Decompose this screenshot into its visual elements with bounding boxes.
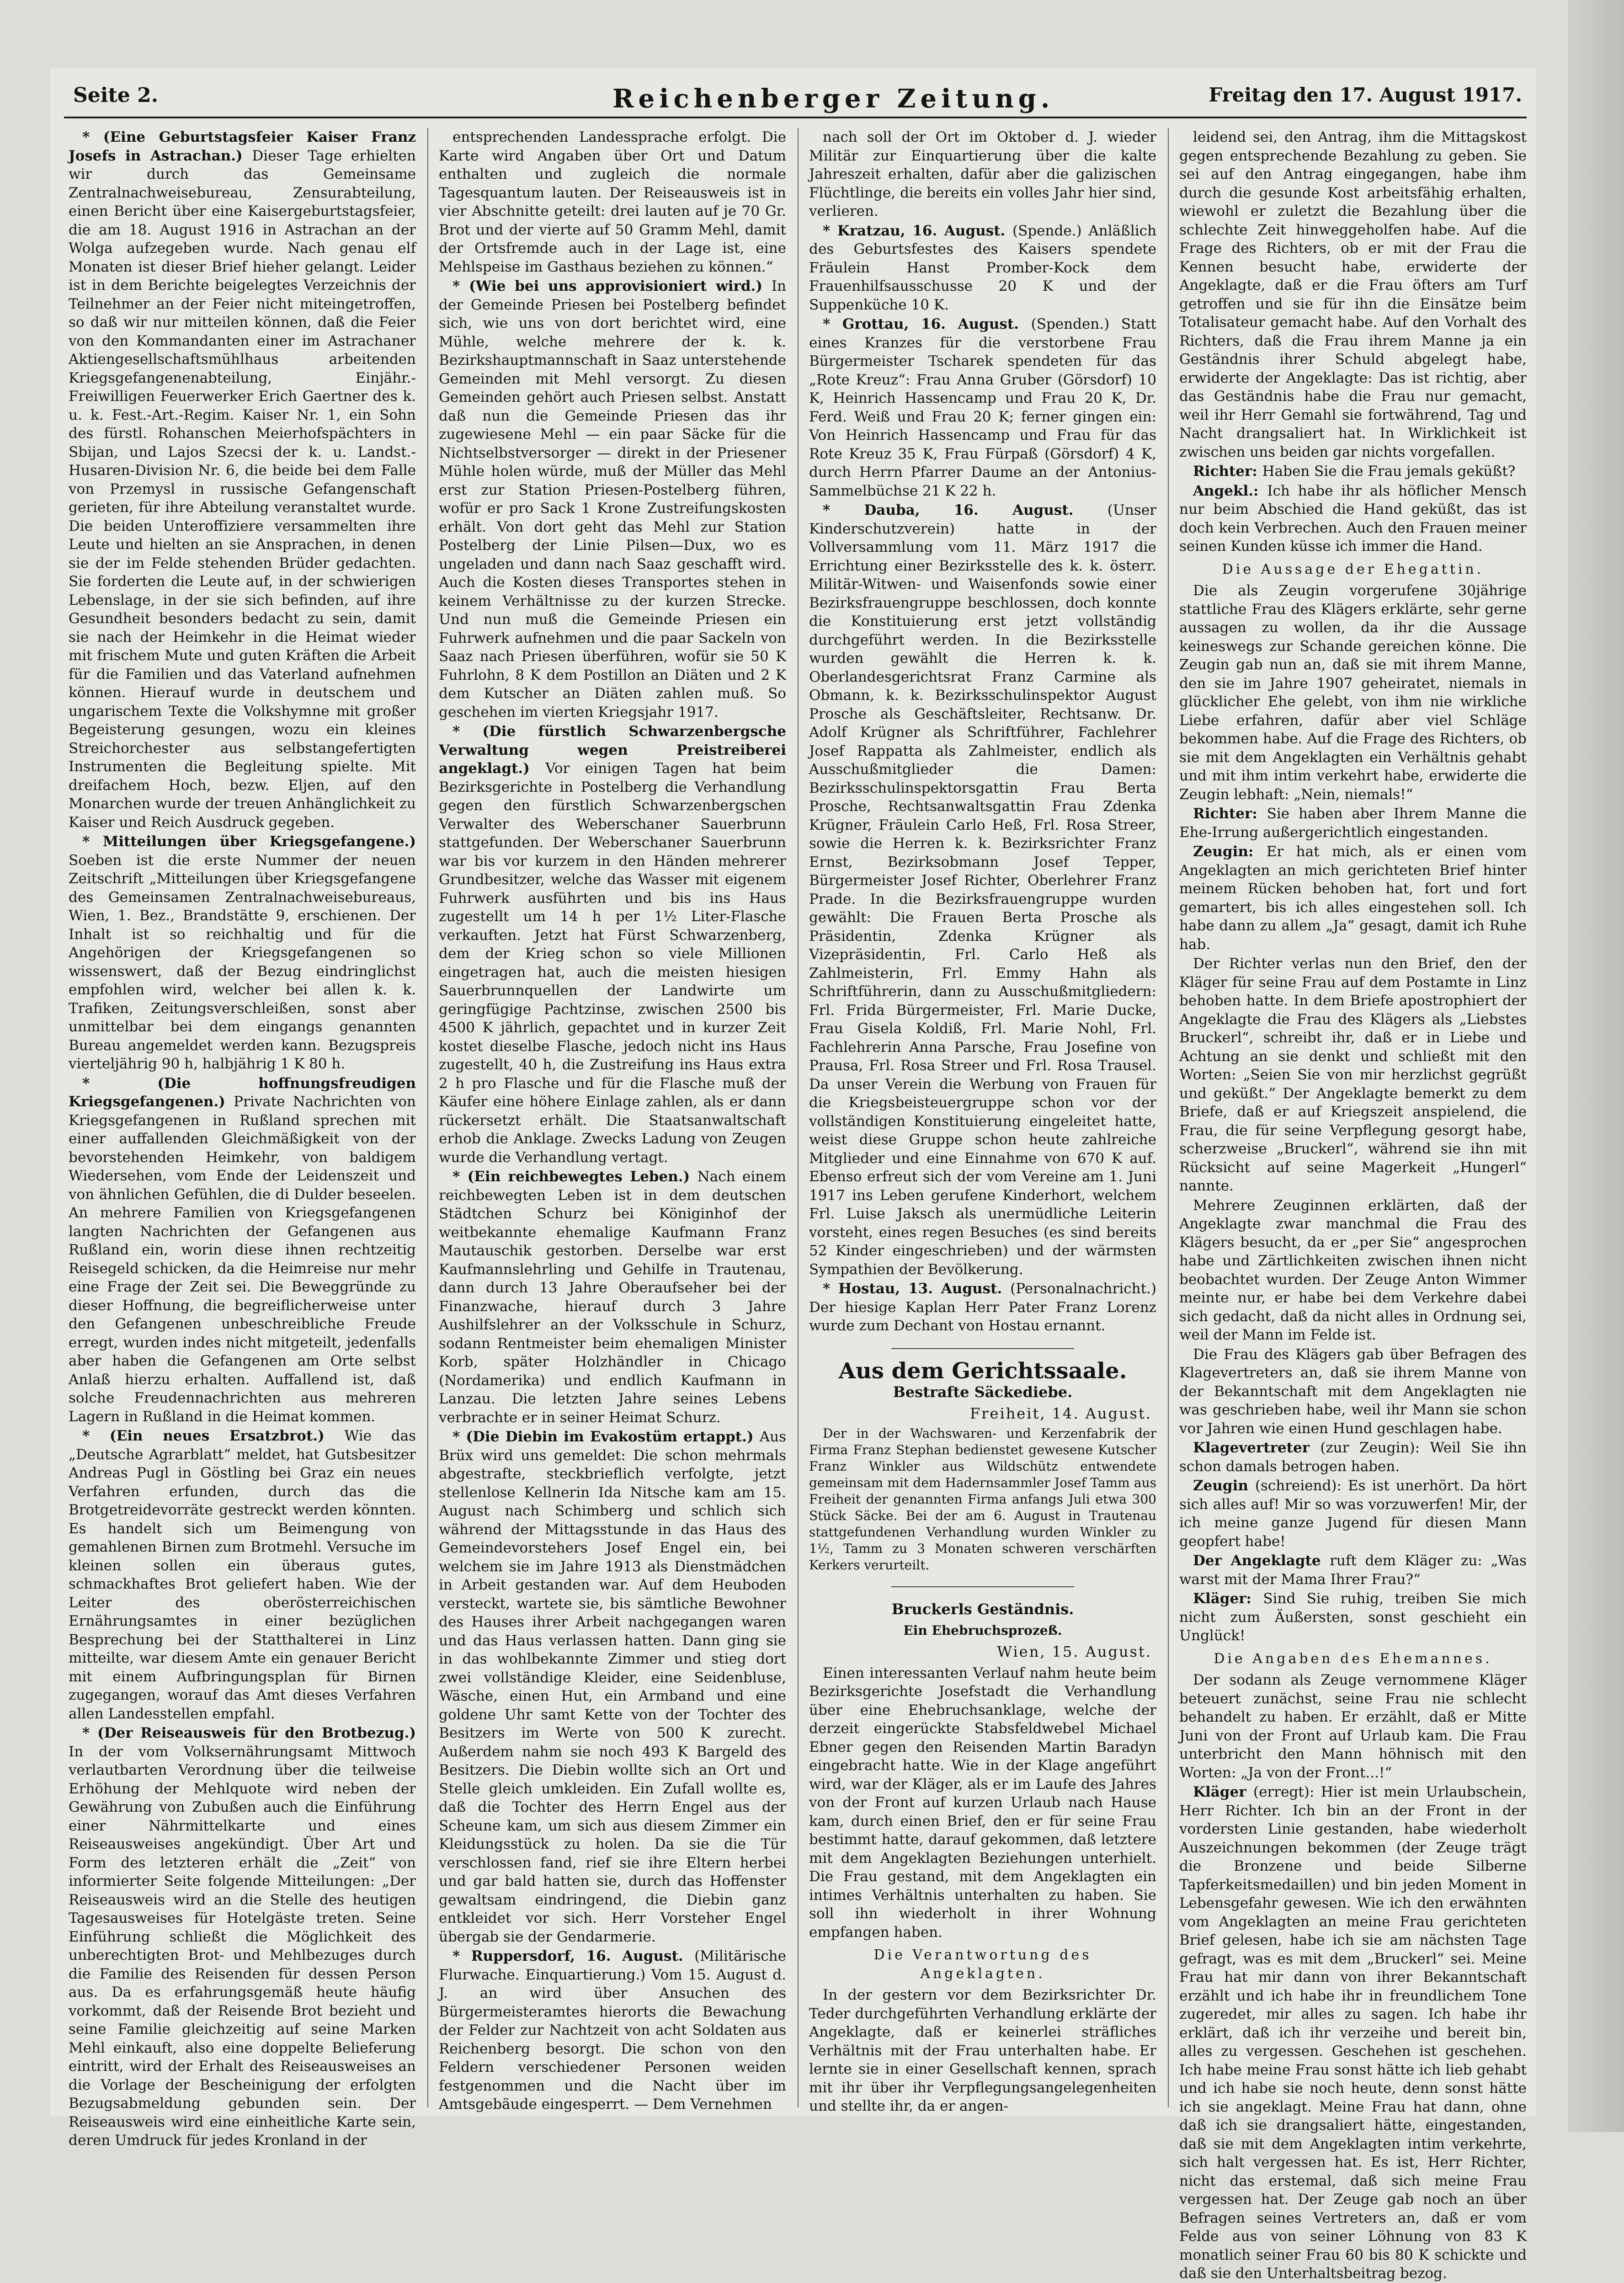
column-1 (69, 128, 416, 2149)
article-text: Nach einem reichbewegten Leben ist in dem deutschen Städtchen Schurz bei Königinhof der weitbekannte ehemalige Kaufmann Franz Mautauschik gestorben. Derselbe war erst Kaufmannslehrling und Gehilfe in Trautenau, dann durch 13 Jahre Oberaufseher bei der Finanzwache, hierauf durch 3 Jahre Aushilfslehrer an der Volksschule in Schurz, sodann Rentmeister beim ehemaligen Minister Korb, später Holzhändler in Chicago (Nordamerika) und endlich Kaufmann in Lanzau. Die letzten Jahre seines Lebens verbrachte er in seiner Heimat Schurz. (439, 1168, 786, 1426)
local-news (809, 128, 1156, 1335)
article-paragraph (1179, 1345, 1527, 1438)
section-subheading: Die Aussage der Ehegattin. (1222, 561, 1484, 577)
article-text: Soeben ist die erste Nummer der neuen Zeitschrift „Mitteilungen über Kriegsgefangene des Gemeinsamen Zentralnachweisebureaus, Wien, 1. Bez., Brandstätte 9, erschienen. Der Inhalt ist so reichhaltig und für die Angehörigen der Kriegsgefangenen so wissenswert, daß der Bezug eindringlichst empfohlen wird, welcher bei allen k. k. Trafiken, Zeitungsverschleißen, sonst aber unmittelbar bei dem eingangs genannten Bureau angemeldet werden kann. Bezugspreis vierteljährig 90 h, halbjährig 1 K 80 h. (69, 852, 416, 1072)
column-rule (427, 128, 428, 2107)
article-lead: * (Ein reichbewegtes Leben.) (453, 1168, 698, 1185)
column-rule (798, 128, 799, 2107)
article-paragraph (439, 128, 786, 276)
case-text: Der in der Wachswaren- und Kerzenfabrik der Firma Franz Stephan bedienstet gewesene Kutscher Franz Winkler aus Wildschütz entwendete gemeinsam mit dem Hadernsammler Josef Tamm aus Freiheit der genannten Firma anfangs Juli etwa 300 Stück Säcke. Bei der am 6. August in Trautenau stattgefundenen Verhandlung wurden Winkler zu 1½, Tamm zu 3 Monaten schweren verschärften Kerkers verurteilt. (809, 1426, 1156, 1573)
column-4 (1179, 128, 1527, 2282)
article-paragraph (1179, 955, 1527, 1195)
article-text: ruft dem Kläger zu: „Was warst mit der Mama Ihrer Frau?“ (1179, 1552, 1527, 1588)
newspaper-title: Reichenberger Zeitung. (612, 84, 1054, 114)
article-text: Die als Zeugin vorgerufene 30jährige stattliche Frau des Klägers erklärte, sehr gerne aussagen zu wollen, da ihr die Aussage keineswegs zur Schande gereichen könne. Die Zeugin gab nun an, daß sie mit ihrem Manne, den sie im Jahre 1907 geheiratet, niemals in glücklicher Ehe gelebt, von ihm nie wirkliche Liebe erfahren, dafür aber viel Schläge bekommen habe. Auf die Frage des Richters, ob sie mit dem Angeklagten ein Verhältnis gehabt und mit ihm intim verkehrt habe, erwiderte die Zeugin lebhaft: „Nein, niemals!“ (1179, 582, 1527, 803)
article-lead: * Hostau, 13. August. (823, 1280, 1011, 1297)
article-paragraph (439, 1428, 786, 1946)
article-paragraph (69, 832, 416, 1073)
article-paragraph (809, 222, 1156, 315)
article-paragraph (809, 501, 1156, 1279)
article-lead: * Kratzau, 16. August. (823, 222, 1012, 239)
article-text: In der vom Volksernährungsamt Mittwoch verlautbarten Verordnung über die teilweise Erhöhung der Mehlquote wird neben der Gewährung von Zubußen auch die Einführung einer Nährmittelkarte und eines Reiseausweises angekündigt. Über Art und Form des letzteren erhält die „Zeit“ von informierter Seite folgende Mitteilungen: „Der Reiseausweis wird an die Stelle des heutigen Tagesausweises für Hotelgäste treten. Seine Einführung schließt die Möglichkeit des unberechtigten Brot- und Mehlbezuges durch die Familie des Reisenden für dessen Person aus. Da es erfahrungsgemäß heute häufig vorkommt, daß der Reisende Brot bezieht und seine Familie gleichzeitig auf seine Marken Mehl einkauft, also eine doppelte Belieferung eintritt, wird der Erhalt des Reiseausweises an die Vorlage der Bescheinigung der erfolgten Bezugsabmeldung gebunden sein. Der Reiseausweis wird eine einheitliche Karte sein, deren Umdruck für jedes Kronland in der (69, 1743, 416, 2149)
article-text: (Militärische Flurwache. Einquartierung.) Vom 15. August d. J. an wird über Ansuchen des Bürgermeisteramtes hierorts die Bewachung der Felder zur Nachtzeit von acht Soldaten aus Reichenberg besorgt. Die schon von den Feldern verschiedener Personen weiden festgenommen und die Nacht über im Amtsgebäude eingesperrt. — Dem Vernehmen (439, 1948, 786, 2112)
article-text: Aus Brüx wird uns gemeldet: Die schon mehrmals abgestrafte, steckbrieflich verfolgte, jetzt stellenlose Kellnerin Ida Nitsche kam am 15. August nach Schimberg und schlich sich während der Mittagsstunde in das Haus des Gemeindevorstehers Josef Engel ein, bei welchem sie im Jahre 1913 als Dienstmädchen in Arbeit gestanden war. Auf dem Heuboden versteckt, wartete sie, bis sämtliche Bewohner des Hauses ihrer Arbeit nachgegangen waren und das Haus verlassen hatten. Dann ging sie in das wohlbekannte Zimmer und stieg dort zwei vollständige Kleider, eine Seidenbluse, Wäsche, einen Hut, ein Armband und eine goldene Uhr samt Kette von der Tochter des Besitzers im Werte von 500 K zurecht. Außerdem nahm sie noch 493 K Bargeld des Besitzers. Die Diebin wollte sich an Ort und Stelle gleich umkleiden. Ein Zufall wollte es, daß die Tochter des Herrn Engel aus der Scheune kam, um sich aus diesem Zimmer ein Kleidungsstück zu holen. Da sie die Tür verschlossen fand, rief sie ihre Eltern herbei und gar bald hatten sie, durch das Hoffenster gewaltsam eindringend, die Diebin ganz entkleidet vor sich. Herr Vorsteher Engel übergab sie der Gendarmerie. (439, 1429, 786, 1945)
article-lead: * (Die hoffnungsfreudigen Kriegsgefangenen.) (69, 1075, 416, 1110)
article-lead: Kläger (1193, 1784, 1254, 1800)
article-paragraph (1179, 1783, 1527, 2283)
article-text: In der Gemeinde Priesen bei Postelberg befindet sich, wie uns von dort berichtet wird, eine Mühle, welche mehrere der k. k. Bezirkshauptmannschaft in Saaz unterstehende Gemeinden mit Mehl versorgt. Zu diesen Gemeinden gehört auch Priesen selbst. Anstatt daß nun die Gemeinde Priesen das ihr zugewiesene Mehl — ein paar Säcke für die Nichtselbstversorger — direkt in der Priesener Mühle holen würde, muß der Müller das Mehl erst zur Station Priesen-Postelberg führen, wofür er pro Sack 1 Krone Zustreifungskosten erhält. Von dort geht das Mehl zur Station Postelberg der Linie Pilsen—Dux, wo es ungeladen und dann nach Saaz geschafft wird. Auch die Kosten dieses Transportes stehen in keinem Verhältnisse zu der kurzen Strecke. Und nun muß die Gemeinde Priesen ein Fuhrwerk aufnehmen und die paar Sackeln von Saaz nach Priesen überführen, wofür sie 50 K Fuhrlohn, 8 K dem Postillon an Diäten und 2 K dem Kutscher an Diäten zahlen muß. So geschehen im vierten Kriegsjahr 1917. (439, 278, 786, 720)
article-paragraph (1179, 1671, 1527, 1782)
article-lead: Der Angeklagte (1193, 1552, 1330, 1569)
case-dateline: Wien, 15. August. (997, 1643, 1152, 1660)
article-paragraph (1179, 1552, 1527, 1589)
article-paragraph (439, 1168, 786, 1427)
case-dateline: Freiheit, 14. August. (970, 1404, 1152, 1422)
article-paragraph (69, 1724, 416, 2150)
article-text: Die Frau des Klägers gab über Befragen des Klagevertreters an, daß sie ihrem Manne von der Bekanntschaft mit dem Angeklagten nie was geschrieben habe, weil ihr Mann sie schon vor Jahren wie einen Hund geschlagen habe. (1179, 1346, 1527, 1437)
case-heading: Bruckerls Geständnis. (891, 1600, 1074, 1618)
article-text: Sie haben aber Ihrem Manne die Ehe-Irrung außergerichtlich eingestanden. (1179, 805, 1527, 841)
article-text: Dieser Tage erhielten wir durch das Gemeinsame Zentralnachweisebureau, Zensurabteilung, einen Bericht über eine Kaisergeburtstagsfeier, die am 18. August 1916 in Astrachan an der Wolga aufzegeben wurde. Nach genau elf Monaten ist dieser Brief hieher gelangt. Leider ist in dem Berichte beigelegtes Verzeichnis der Teilnehmer an der Feier nicht miteingetroffen, so daß wir nur mitteilen können, daß die Feier von den Kommandanten einer im Astrachaner Aktiengesellschaftsmühlhaus arbeitenden Kriegsgefangenenabteilung, Einjähr.-Freiwilligen Feuerwerker Erich Gaertner des k. u. k. Fest.-Art.-Regim. Kaiser Nr. 1, ein Sohn des fürstl. Rohanschen Meierhofspächters in Sbijan, und Lajos Szecsi der k. u. Landst.-Husaren-Division Nr. 6, die beide bei dem Falle von Przemysl in russische Gefangenschaft gerieten, für ihre Abteilung veranstaltet wurde. Die beiden Unteroffiziere versammelten ihre Leute und hielten an sie Ansprachen, in denen sie der im Felde stehenden Brüder gedachten. Sie forderten die Leute auf, in der schwierigen Lebenslage, in der sie sich befinden, auf ihre Gesundheit besonders bedacht zu sein, damit sie nach der Heimkehr in die Heimat wieder mit frischem Mute und guten Kräften die Arbeit für die Familien und das Vaterland aufnehmen können. Hierauf wurde in deutschem und ungarischem Texte die Volkshymne mit großer Begeisterung gesungen, wozu ein kleines Streichorchester aus selbstangefertigten Instrumenten die Begleitung spielte. Mit dreifachem Hoch, bezw. Eljen, auf den Monarchen wurde der treuen Anhänglichkeit zu Kaiser und Reich Ausdruck gegeben. (69, 147, 416, 831)
column-2 (439, 128, 786, 2112)
article-lead: Klagevertreter (1193, 1440, 1320, 1456)
article-text: Sind Sie ruhig, treiben Sie mich nicht zum Äußersten, sonst geschieht ein Unglück! (1179, 1590, 1527, 1644)
article-text: Mehrere Zeuginnen erklärten, daß der Angeklagte zwar manchmal die Frau des Klägers besucht, da er „per Sie“ angesprochen habe und Zärtlichkeiten zwischen ihnen nicht beobachtet wurden. Der Zeuge Anton Wimmer meinte nur, er habe bei dem Verkehre dabei sich gedacht, daß da nicht alles in Ordnung sei, weil der Mann im Felde ist. (1179, 1197, 1527, 1343)
article-text: Der Richter verlas nun den Brief, den der Kläger für seine Frau auf dem Postamte in Linz behoben hatte. In dem Briefe apostrophiert der Angeklagte die Frau des Klägers als „Liebstes Bruckerl“, schreibt ihr, daß er in Liebe und Achtung an sie denkt und schließt mit den Worten: „Seien Sie von mir herzlichst gegrüßt und geküßt.“ Der Angeklagte bemerkt zu dem Briefe, daß er auf Kriegszeit anspielend, die Frau, die für seine Verpflegung gesorgt habe, scherzweise „Bruckerl“, während sie ihn mit Rücksicht auf seine Magerkeit „Hungerl“ nannte. (1179, 955, 1527, 1194)
page-number: Seite 2. (73, 84, 159, 107)
article-text: (erregt): Hier ist mein Urlaubschein, Herr Richter. Ich bin an der Front in der vordersten Linie gestanden, habe wiederholt Auszeichnungen bekommen (der Zeuge trägt die Bronzene und beide Silberne Tapferkeitsmedaillen) und bin jeden Moment in Lebensgefahr gewesen. Wie ich den erwähnten vom Angeklagten an meine Frau gerichteten Brief gelesen, habe ich sie am nächsten Tage gefragt, was es mit dem „Bruckerl“ sei. Meine Frau hat mir dann von ihrer Bekanntschaft erzählt und ich habe ihr in freundlichem Tone zugeredet, mir alles zu sagen. Ich habe ihr erklärt, daß ich ihr verzeihe und bereit bin, alles zu vergessen. Geschehen ist geschehen. Ich habe meine Frau sonst hätte ich lieb gehabt und ich habe sie noch heute, denn sonst hätte ich sie angeklagt. Meine Frau hat dann, ohne daß ich sie drangsaliert hätte, eingestanden, daß sie mit dem Angeklagten intim verkehrte, sich halt vergessen hat. Es ist, Herr Richter, nicht das erstemal, daß sich meine Frau vergessen hat. Der Zeuge gab noch an über Befragen seines Vertreters an, daß er vom Felde aus von seiner Löhnung von 83 K monatlich seiner Frau 60 bis 80 K schickte und daß sie den Unterhaltsbeitrag bezog. (1179, 1784, 1527, 2282)
article-text: (schreiend): Es ist unerhört. Da hört sich alles auf! Mir so was vorzuwerfen! Mir, der ich meine ganze Jugend für diesen Mann geopfert habe! (1179, 1478, 1527, 1550)
column-rule (1168, 128, 1169, 2107)
article-paragraph (1179, 128, 1527, 461)
court-section-title: Aus dem Gerichtssaale. (838, 1358, 1127, 1384)
case-text: Einen interessanten Verlauf nahm heute beim Bezirksgerichte Josefstadt die Verhandlung über eine Ehebruchsanklage, welche der derzeit eingerückte Stabsfeldwebel Michael Ebner gegen den Reisenden Martin Baradyn eingebracht hatte. Wie in der Klage angeführt wird, war der Kläger, als er im Laufe des Jahres von der Front auf kurzen Urlaub nach Hause kam, durch einen Brief, den er für seine Frau bestimmt hatte, darauf gekommen, daß letztere mit dem Angeklagten Beziehungen unterhielt. Die Frau gestand, mit dem Angeklagten ein intimes Verhältnis unterhalten zu haben. Sie soll ihn wiederholt in ihrer Wohnung empfangen haben. (809, 1664, 1156, 1941)
article-text: Der sodann als Zeuge vernommene Kläger beteuert zunächst, seine Frau nie schlecht behandelt zu haben. Er erzählt, daß er Mitte Juni von der Front auf Urlaub kam. Die Frau unterbricht den Mann höhnisch mit den Worten: „Ja von der Front...!“ (1179, 1672, 1527, 1781)
article-lead: * Dauba, 16. August. (823, 502, 1108, 518)
article-text: Ich habe ihr als höflicher Mensch nur beim Abschied die Hand geküßt, das ist doch kein Verbrechen. Auch den Frauen meiner seinen Kunden küsse ich immer die Hand. (1179, 482, 1527, 555)
case-subheading: Ein Ehebruchsprozeß. (903, 1622, 1062, 1638)
article-text: leidend sei, den Antrag, ihm die Mittagskost gegen entsprechende Bezahlung zu geben. Sie sei auf den Antrag eingegangen, habe ihm durch die gesunde Kost arbeitsfähig erhalten, wiewohl er zuletzt die Bezahlung über die schlechte Zeit hinweggeholfen habe. Auf die Frage des Richters, ob er mit der Frau die Kennen besucht habe, erwiderte der Angeklagte, daß er die Frau öfters am Turf getroffen und sie für ihn die Einsätze beim Totalisateur gemacht habe. Auf den Vorhalt des Richters, daß die Frau ihrem Manne ja ein Geständnis ihrer Schuld abgelegt habe, erwiderte der Angeklagte: Das ist richtig, aber das Geständnis habe die Frau nur gemacht, weil ihr Herr Gemahl sie fortwährend, Tag und Nacht drangsaliert hat. In Wirklichkeit ist zwischen uns beiden gar nichts vorgefallen. (1179, 129, 1527, 460)
case-section-heading: Die Verantwortung des Angeklagten. (873, 1947, 1092, 1982)
article-paragraph (439, 722, 786, 1167)
article-paragraph (1179, 1196, 1527, 1344)
article-paragraph (1179, 1439, 1527, 1476)
article-lead: Angekl.: (1193, 482, 1267, 499)
article-lead: * (Der Reiseausweis für den Brotbezug.) (82, 1725, 416, 1741)
section-subheading: Die Angaben des Ehemannes. (1214, 1650, 1492, 1667)
article-lead: * Ruppersdorf, 16. August. (453, 1948, 695, 1964)
article-paragraph (69, 1427, 416, 1723)
masthead (64, 75, 1527, 118)
section-divider (891, 1348, 1074, 1349)
article-text: (zur Zeugin): Weil Sie ihn schon damals betrogen haben. (1179, 1440, 1527, 1475)
article-lead: Richter: (1193, 805, 1267, 822)
article-paragraph (1179, 462, 1527, 481)
article-lead: * (Ein neues Ersatzbrot.) (82, 1428, 345, 1444)
page-edge-shadow (1568, 0, 1624, 2132)
article-lead: Zeugin (1193, 1478, 1255, 1494)
article-lead: * (Wie bei uns approvisioniert wird.) (453, 278, 772, 294)
case-heading: Bestrafte Säckediebe. (893, 1383, 1073, 1401)
article-text: Er hat mich, als er einen vom Angeklagten an mich gerichteten Brief hinter meinem Rücken behoben hat, fort und fort gemartert, bis ich alles eingestehen soll. Ich habe dann zu allem „Ja“ gesagt, damit ich Ruhe hab. (1179, 843, 1527, 953)
article-paragraph (69, 128, 416, 832)
article-paragraph (439, 277, 786, 721)
issue-date: Freitag den 17. August 1917. (1209, 84, 1522, 106)
article-lead: * (Eine Geburtstagsfeier Kaiser Franz Josefs in Astrachan.) (69, 129, 416, 164)
section-divider (891, 1586, 1074, 1587)
article-paragraph (1179, 1590, 1527, 1645)
article-paragraph (1179, 581, 1527, 804)
article-text: nach soll der Ort im Oktober d. J. wieder Militär zur Einquartierung über die kalte Jahreszeit erhalten, dafür aber die galizischen Flüchtlinge, die bereits ein volles Jahr hier sind, verlieren. (809, 129, 1156, 219)
article-text: (Spende.) Anläßlich des Geburtsfestes des Kaisers spendete Fräulein Hanst Promber-Kock dem Frauenhilfsausschusse 20 K und der Suppenküche 10 K. (809, 222, 1156, 313)
column-3 (809, 128, 1156, 2114)
article-paragraph (1179, 1477, 1527, 1551)
article-text: entsprechenden Landessprache erfolgt. Die Karte wird Angaben über Ort und Datum enthalten und zugleich die normale Tagesquantum lauten. Der Reiseausweis ist in vier Abschnitte geteilt: drei lauten auf je 70 Gr. Brot und der vierte auf 50 Gramm Mehl, damit der Ortsfremde auch in der Lage ist, eine Mehlspeise im Gasthaus beziehen zu können.“ (439, 129, 786, 275)
case-text: In der gestern vor dem Bezirksrichter Dr. Teder durchgeführten Verhandlung erklärte der Angeklagte, daß er keinerlei sträfliches Verhältnis mit der Frau unterhalten habe. Er lernte sie in einer Gesellschaft kennen, sprach mit ihr über ihr Verpflegungsangelegenheiten und stellte ihr, da er angen- (809, 1987, 1156, 2114)
article-text: (Personalnachricht.) Der hiesige Kaplan Herr Pater Franz Lorenz wurde zum Dechant von Hostau ernannt. (809, 1280, 1156, 1334)
article-lead: Kläger: (1193, 1590, 1263, 1607)
article-lead: Richter: (1193, 463, 1262, 480)
article-paragraph (439, 1947, 786, 2114)
article-lead: Zeugin: (1193, 843, 1267, 860)
article-text: Haben Sie die Frau jemals geküßt? (1262, 463, 1516, 480)
article-paragraph (1179, 805, 1527, 842)
article-paragraph (809, 1280, 1156, 1335)
article-lead: * (Die fürstlich Schwarzenbergsche Verwaltung wegen Preistreiberei angeklagt.) (439, 723, 786, 777)
article-text: (Unser Kinderschutzverein) hatte in der Vollversammlung vom 11. März 1917 die Errichtung einer Bezirksstelle des k. k. österr. Militär-Witwen- und Waisenfonds sowie einer Bezirksfrauengruppe beschlossen, doch konnte die Konstituierung erst jetzt vollständig durchgeführt werden. In die Bezirksstelle wurden gewählt die Herren k. k. Oberlandesgerichtsrat Franz Carmine als Obmann, k. k. Bezirksschulinspektor August Prosche als Geschäftsleiter, Rechtsanw. Dr. Adolf Krügner als Schriftführer, Fachlehrer Josef Rappatta als Zahlmeister, endlich als Ausschußmitglieder die Damen: Bezirksschulinspektorsgattin Frau Berta Prosche, Rechtsanwaltsgattin Frau Zdenka Krügner, Fräulein Carlo Heß, Frl. Rosa Streer, sowie die Herren k. k. Bezirksrichter Franz Ernst, Bezirksobmann Josef Tepper, Bürgermeister Josef Richter, Oberlehrer Franz Prade. In die Bezirksfrauengruppe wurden gewählt: Die Frauen Berta Prosche als Präsidentin, Zdenka Krügner als Vizepräsidentin, Frl. Carlo Heß als Zahlmeisterin, Frl. Emmy Hahn als Schriftführerin, dann zu Ausschußmitgliedern: Frl. Frida Bürgermeister, Frl. Marie Ducke, Frau Gisela Koldiß, Frl. Marie Nohl, Frl. Fachlehrerin Anna Parsche, Frau Josefine von Prausa, Frl. Rosa Streer und Frl. Rosa Trausel. Da unser Verein die Werbung von Frauen für die Kriegsbeisteuergruppe schon vor der vollständigen Konstituierung eingeleitet hatte, weist diese Gruppe schon heute zahlreiche Mitglieder und eine Einnahme von 670 K auf. Ebenso erfreut sich der vom Vereine am 1. Juni 1917 ins Leben gerufene Kinderhort, welchem Frl. Luise Jaksch als unermüdliche Leiterin vorsteht, eines regen Besuches (es sind bereits 52 Kinder eingeschrieben) und der wärmsten Sympathien der Bevölkerung. (809, 502, 1156, 1278)
article-text: (Spenden.) Statt eines Kranzes für die verstorbene Frau Bürgermeister Tscharek spendeten für das „Rote Kreuz“: Frau Anna Gruber (Görsdorf) 10 K, Heinrich Hassencamp und Frau 20 K, Dr. Ferd. Weiß und Frau 20 K; ferner gingen ein: Von Heinrich Hassencamp und Frau für das Rote Kreuz 35 K, Frau Fürpaß (Görsdorf) 4 K, durch Herrn Pfarrer Daume an der Antonius-Sammelbüchse 21 K 22 h. (809, 316, 1156, 499)
article-text: Wie das „Deutsche Agrarblatt“ meldet, hat Gutsbesitzer Andreas Pugl in Göstling bei Graz ein neues Verfahren erfunden, durch das die Brotgetreidevorräte gestreckt werden könnten. Es handelt sich um Beimengung von gemahlenen Birnen zum Brotmehl. Versuche im kleinen sollen ein überaus gutes, schmackhaftes Brot geliefert haben. Wie der Leiter des oberösterreichischen Ernährungsamtes in einer bezüglichen Besprechung bei der Statthalterei in Linz mitteilte, war diesem Amte ein genauer Bericht mit einem Aufbringungsplan für Birnen zugegangen, worauf das Amt dieses Verfahren allen Landesstellen empfahl. (69, 1428, 416, 1722)
article-paragraph (809, 315, 1156, 500)
article-text: Private Nachrichten von Kriegsgefangenen in Rußland sprechen mit einer auffallenden Gleichmäßigkeit von der bevorstehenden Heimkehr, von baldigem Wiedersehen, vom Ende der Leidenszeit und von ähnlichen Gefühlen, die di Dulder beseelen. An mehrere Familien von Kriegsgefangenen langten Nachrichten der Gefangenen aus Rußland ein, worin diese ihnen rechtzeitig Reisegeld schicken, da die Heimreise nur mehr eine Frage der Zeit sei. Die Beweggründe zu dieser Hoffnung, die begreiflicherweise unter den Gefangenen unbeschreibliche Freude erregt, wurden indes nicht mitgeteilt, jedenfalls aber haben die Gefangenen am Orte selbst Anlaß hierzu erhalten. Auffallend ist, daß solche Freudennachrichten aus mehreren Lagern in Rußland in die Heimat kommen. (69, 1093, 416, 1425)
article-paragraph (69, 1074, 416, 1426)
article-paragraph (1179, 843, 1527, 954)
article-lead: * (Die Diebin im Evakostüm ertappt.) (453, 1429, 760, 1445)
article-paragraph (809, 128, 1156, 221)
article-text: Vor einigen Tagen hat beim Bezirksgerichte in Postelberg die Verhandlung gegen den fürstlich Schwarzenbergschen Verwalter des Weberschaner Sauerbrunn stattgefunden. Der Weberschaner Sauerbrunn war bis vor kurzem in den Händen mehrerer Grundbesitzer, welche das Wasser mit eigenem Fuhrwerk ausführten und bis ins Haus zugestellt um 14 h per 1½ Liter-Flasche verkauften. Jetzt hat Fürst Schwarzenberg, dem der Krieg schon so viele Millionen eingetragen hat, auch die meisten hiesigen Sauerbrunnquellen der Landwirte um geringfügige Pachtzinse, zwischen 2500 bis 4500 K jährlich, gepachtet und in kurzer Zeit kostet dieselbe Flasche, jedoch nicht ins Haus zugestellt, 40 h, die Zustreifung ins Haus extra 2 h pro Flasche und für die Flasche muß der Käufer eine höhere Einlage zahlen, als er dann rückersetzt erhält. Die Staatsanwaltschaft erhob die Anklage. Zwecks Ladung von Zeugen wurde die Verhandlung vertagt. (439, 760, 786, 1166)
article-lead: * Mitteilungen über Kriegsgefangene.) (82, 833, 416, 850)
article-lead: * Grottau, 16. August. (823, 316, 1031, 332)
article-paragraph (1179, 482, 1527, 556)
